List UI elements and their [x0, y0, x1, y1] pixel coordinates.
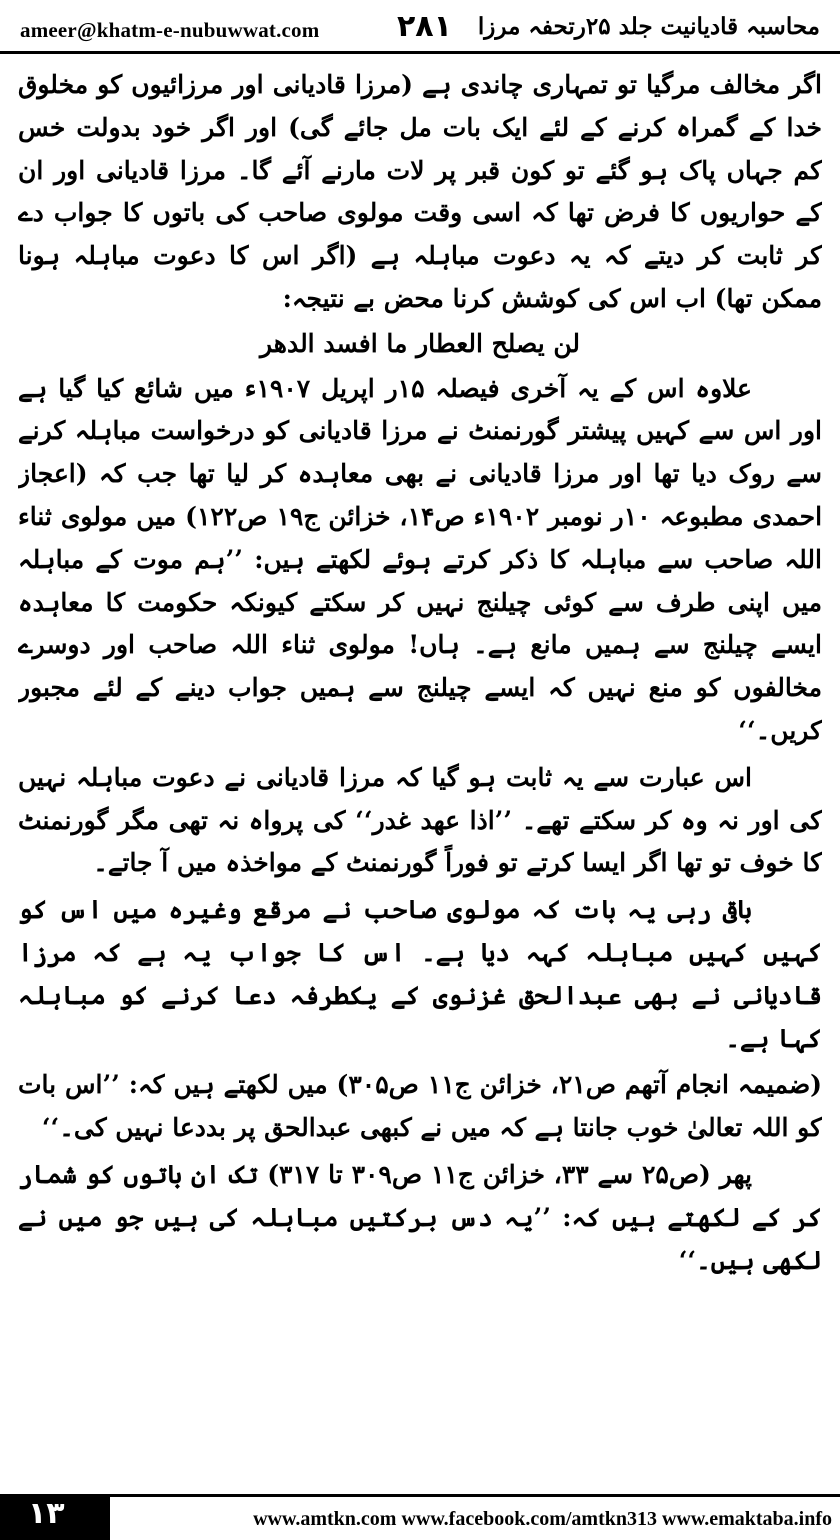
page-body [18, 64, 822, 1458]
arabic-quote: لن یصلح العطار ما افسد الدھر [259, 328, 581, 358]
page-header [0, 0, 840, 52]
footer-rule [0, 1494, 840, 1497]
page-number: ۲۸۱ [397, 9, 452, 44]
header-rule [0, 51, 840, 54]
paragraph: اگر مخالف مرگیا تو تمہاری چاندی ہے (مرزا قادیانی اور مرزائیوں کو مخلوق خدا کے گمراہ کرنے کے لئے ایک بات مل جائے گی) اور اگر خود بدولت خس کم جہاں پاک ہو گئے تو کون قبر پر لات مارنے آئے گا۔ مرزا قادیانی اور ان کے حواریوں کا فرض تھا کہ اسی وقت مولوی صاحب کی باتوں کا جواب دے کر ثابت کر دیتے کہ یہ دعوت مباہلہ ہے (اگر اس کا دعوت مباہلہ ہونا ممکن تھا) اب اس کی کوشش کرنا محض بے نتیجہ: [18, 70, 822, 313]
paragraph: اس عبارت سے یہ ثابت ہو گیا کہ مرزا قادیانی نے دعوت مباہلہ نہیں کی اور نہ وہ کر سکتے تھے۔ ’’اذا عھد غدر‘‘ کی پرواہ نہ تھی مگر گورنمنٹ کا خوف تو تھا اگر ایسا کرتے تو فوراً گورنمنٹ کے مواخذہ میں آ جاتے۔ [18, 762, 822, 878]
header-email: ameer@khatm-e-nubuwwat.com [20, 18, 320, 42]
footer-number: ۱۳ [28, 1496, 65, 1531]
paragraph: پھر (ص۲۵ سے ۳۳، خزائن ج۱۱ ص۳۰۹ تا ۳۱۷) تک ان باتوں کو شمار کر کے لکھتے ہیں کہ: ’’یہ دس برکتیں مباہلہ کی ہیں جو میں نے لکھی ہیں۔‘‘ [18, 1159, 822, 1275]
paragraph: علاوہ اس کے یہ آخری فیصلہ ۱۵ر اپریل ۱۹۰۷ء میں شائع کیا گیا ہے اور اس سے کہیں پیشتر گورنمنٹ نے مرزا قادیانی کو درخواست مباہلہ کرنے سے روک دیا تھا اور مرزا قادیانی نے بھی معاہدہ کر لیا تھا جب کہ (اعجاز احمدی مطبوعہ ۱۰ر نومبر ۱۹۰۲ء ص۱۴، خزائن ج۱۹ ص۱۲۲) میں مولوی ثناء اللہ صاحب سے مباہلہ کا ذکر کرتے ہوئے لکھتے ہیں: ’’ہم موت کے مباہلہ میں اپنی طرف سے کوئی چیلنج نہیں کر سکتے کیونکہ حکومت کا معاہدہ ایسے چیلنج سے ہمیں مانع ہے۔ ہاں! مولوی ثناء اللہ صاحب اور دوسرے مخالفوں کو منع نہیں کہ ایسے چیلنج سے ہمیں جواب دینے کے لئے مجبور کریں۔‘‘ [18, 373, 822, 745]
footer-links: www.amtkn.com www.facebook.com/amtkn313 www.emaktaba.info [253, 1508, 832, 1530]
paragraph: باقی رہی یہ بات کہ مولوی صاحب نے مرقع وغیرہ میں اس کو کہیں کہیں مباہلہ کہہ دیا ہے۔ اس کا جواب یہ ہے کہ مرزا قادیانی نے بھی عبدالحق غزنوی کے یکطرفہ دعا کرنے کو مباہلہ کہا ہے۔ [18, 895, 822, 1053]
book-title: محاسبہ قادیانیت جلد ۲۵رتحفہ مرزا [477, 13, 820, 40]
paragraph: (ضمیمہ انجام آتھم ص۲۱، خزائن ج۱۱ ص۳۰۵) میں لکھتے ہیں کہ: ’’اس بات کو اللہ تعالیٰ خوب جانتا ہے کہ میں نے کبھی عبدالحق پر بددعا نہیں کی۔‘‘ [18, 1070, 822, 1143]
